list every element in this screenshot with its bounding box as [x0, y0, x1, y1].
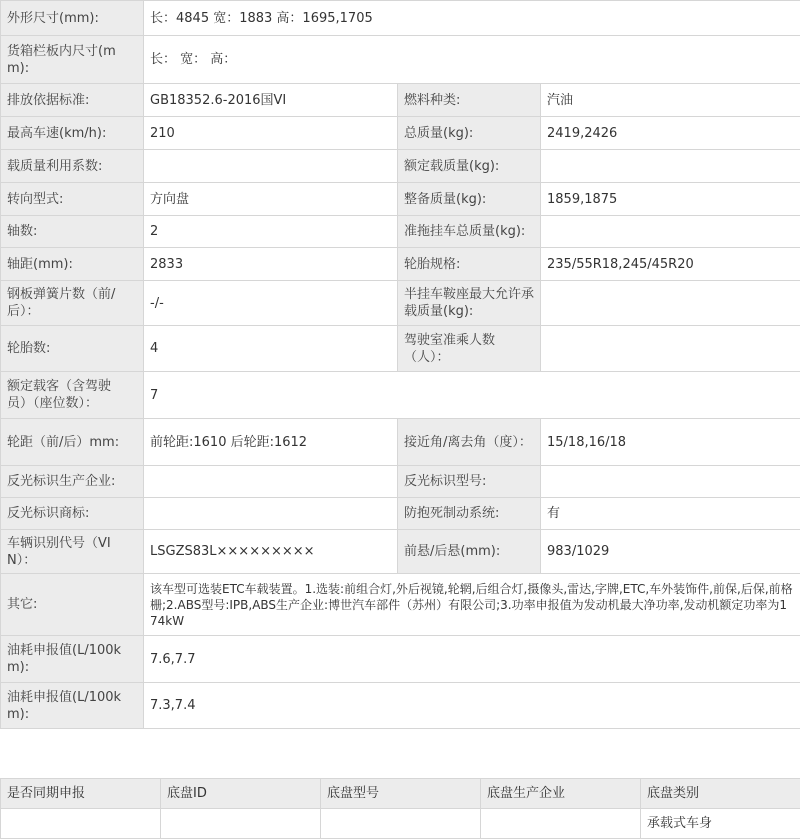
- spec-row-reflector-mfr: [1, 466, 800, 498]
- reflector-brand-value: [144, 498, 398, 530]
- steering-label: 转向型式:: [1, 183, 144, 216]
- seats-value: 7: [144, 372, 800, 419]
- other-label: 其它:: [1, 574, 144, 636]
- total-mass-value: 2419,2426: [541, 117, 800, 150]
- fuel-consumption-2-label: 油耗申报值(L/100km):: [1, 683, 144, 729]
- cab-capacity-label: 驾驶室准乘人数（人）：: [398, 326, 541, 372]
- chassis-cell-category: 承载式车身: [641, 809, 800, 839]
- fuel-consumption-2-value: 7.3,7.4: [144, 683, 800, 729]
- overhang-label: 前悬/后悬(mm):: [398, 530, 541, 574]
- load-coef-value: [144, 150, 398, 183]
- axles-value: 2: [144, 216, 398, 248]
- trailer-mass-value: [541, 216, 800, 248]
- abs-value: 有: [541, 498, 800, 530]
- abs-label: 防抱死制动系统:: [398, 498, 541, 530]
- curb-weight-label: 整备质量(kg):: [398, 183, 541, 216]
- spec-row-vin: [1, 530, 800, 574]
- vin-label: 车辆识别代号（VIN）：: [1, 530, 144, 574]
- reflector-mfr-value: [144, 466, 398, 498]
- tire-spec-label: 轮胎规格:: [398, 248, 541, 281]
- fuel-type-value: 汽油: [541, 84, 800, 117]
- chassis-cell-id: [161, 809, 321, 839]
- spec-row-axles: [1, 216, 800, 248]
- track-label: 轮距（前/后）mm:: [1, 419, 144, 466]
- chassis-header-id: 底盘ID: [161, 779, 321, 809]
- spec-row-seats: [1, 372, 800, 419]
- springs-label: 钢板弹簧片数（前/后）：: [1, 281, 144, 326]
- tire-count-value: 4: [144, 326, 398, 372]
- trailer-mass-label: 准拖挂车总质量(kg):: [398, 216, 541, 248]
- speed-value: 210: [144, 117, 398, 150]
- fuel-consumption-1-value: 7.6,7.7: [144, 636, 800, 683]
- reflector-brand-label: 反光标识商标:: [1, 498, 144, 530]
- emission-value: GB18352.6-2016国VI: [144, 84, 398, 117]
- load-coef-label: 载质量利用系数:: [1, 150, 144, 183]
- springs-value: -/-: [144, 281, 398, 326]
- reflector-model-label: 反光标识型号:: [398, 466, 541, 498]
- tire-spec-value: 235/55R18,245/45R20: [541, 248, 800, 281]
- dims-label: 外形尺寸(mm):: [1, 1, 144, 36]
- spec-row-cargo: [1, 36, 800, 84]
- chassis-cell-concurrent: [1, 809, 161, 839]
- vin-value: LSGZS83L×××××××××: [144, 530, 398, 574]
- chassis-header-concurrent: 是否同期申报: [1, 779, 161, 809]
- chassis-header-model: 底盘型号: [321, 779, 481, 809]
- rated-load-label: 额定载质量(kg):: [398, 150, 541, 183]
- chassis-cell-model: [321, 809, 481, 839]
- spec-row-load: [1, 150, 800, 183]
- wheelbase-label: 轴距(mm):: [1, 248, 144, 281]
- saddle-load-label: 半挂车鞍座最大允许承载质量(kg):: [398, 281, 541, 326]
- approach-angle-label: 接近角/离去角（度）：: [398, 419, 541, 466]
- spec-row-dimensions: [1, 1, 800, 36]
- overhang-value: 983/1029: [541, 530, 800, 574]
- cab-capacity-value: [541, 326, 800, 372]
- reflector-model-value: [541, 466, 800, 498]
- spec-row-springs: [1, 281, 800, 326]
- chassis-table: [0, 778, 800, 839]
- axles-label: 轴数:: [1, 216, 144, 248]
- spec-row-steering: [1, 183, 800, 216]
- track-value: 前轮距:1610 后轮距:1612: [144, 419, 398, 466]
- spec-row-wheelbase: [1, 248, 800, 281]
- spec-row-other: [1, 574, 800, 636]
- dims-value: 长：4845 宽：1883 高：1695,1705: [144, 1, 800, 36]
- total-mass-label: 总质量(kg):: [398, 117, 541, 150]
- fuel-consumption-1-label: 油耗申报值(L/100km):: [1, 636, 144, 683]
- spec-row-tire-count: [1, 326, 800, 372]
- fuel-type-label: 燃料种类:: [398, 84, 541, 117]
- other-value: 该车型可选装ETC车载装置。1.选装:前组合灯,外后视镜,轮辋,后组合灯,摄像头,雷达,字牌,ETC,车外装饰件,前保,后保,前格栅;2.ABS型号:IPB,ABS生产企业:博世汽车部件（苏州）有限公司;3.功率申报值为发动机最大净功率,发动机额定功率为174kW: [144, 574, 800, 636]
- spec-row-fuel-consumption-2: [1, 683, 800, 729]
- spec-row-speed: [1, 117, 800, 150]
- chassis-data-row: [1, 809, 800, 839]
- spec-row-emission: [1, 84, 800, 117]
- cargo-label: 货箱栏板内尺寸(mm):: [1, 36, 144, 84]
- chassis-header-category: 底盘类别: [641, 779, 800, 809]
- spec-row-fuel-consumption-1: [1, 636, 800, 683]
- rated-load-value: [541, 150, 800, 183]
- reflector-mfr-label: 反光标识生产企业:: [1, 466, 144, 498]
- spec-row-track: [1, 419, 800, 466]
- saddle-load-value: [541, 281, 800, 326]
- spec-row-reflector-brand: [1, 498, 800, 530]
- tire-count-label: 轮胎数:: [1, 326, 144, 372]
- cargo-value: 长： 宽： 高：: [144, 36, 800, 84]
- speed-label: 最高车速(km/h):: [1, 117, 144, 150]
- approach-angle-value: 15/18,16/18: [541, 419, 800, 466]
- steering-value: 方向盘: [144, 183, 398, 216]
- curb-weight-value: 1859,1875: [541, 183, 800, 216]
- chassis-header-row: [1, 779, 800, 809]
- chassis-cell-manufacturer: [481, 809, 641, 839]
- emission-label: 排放依据标准:: [1, 84, 144, 117]
- wheelbase-value: 2833: [144, 248, 398, 281]
- seats-label: 额定载客（含驾驶员）（座位数）：: [1, 372, 144, 419]
- chassis-header-manufacturer: 底盘生产企业: [481, 779, 641, 809]
